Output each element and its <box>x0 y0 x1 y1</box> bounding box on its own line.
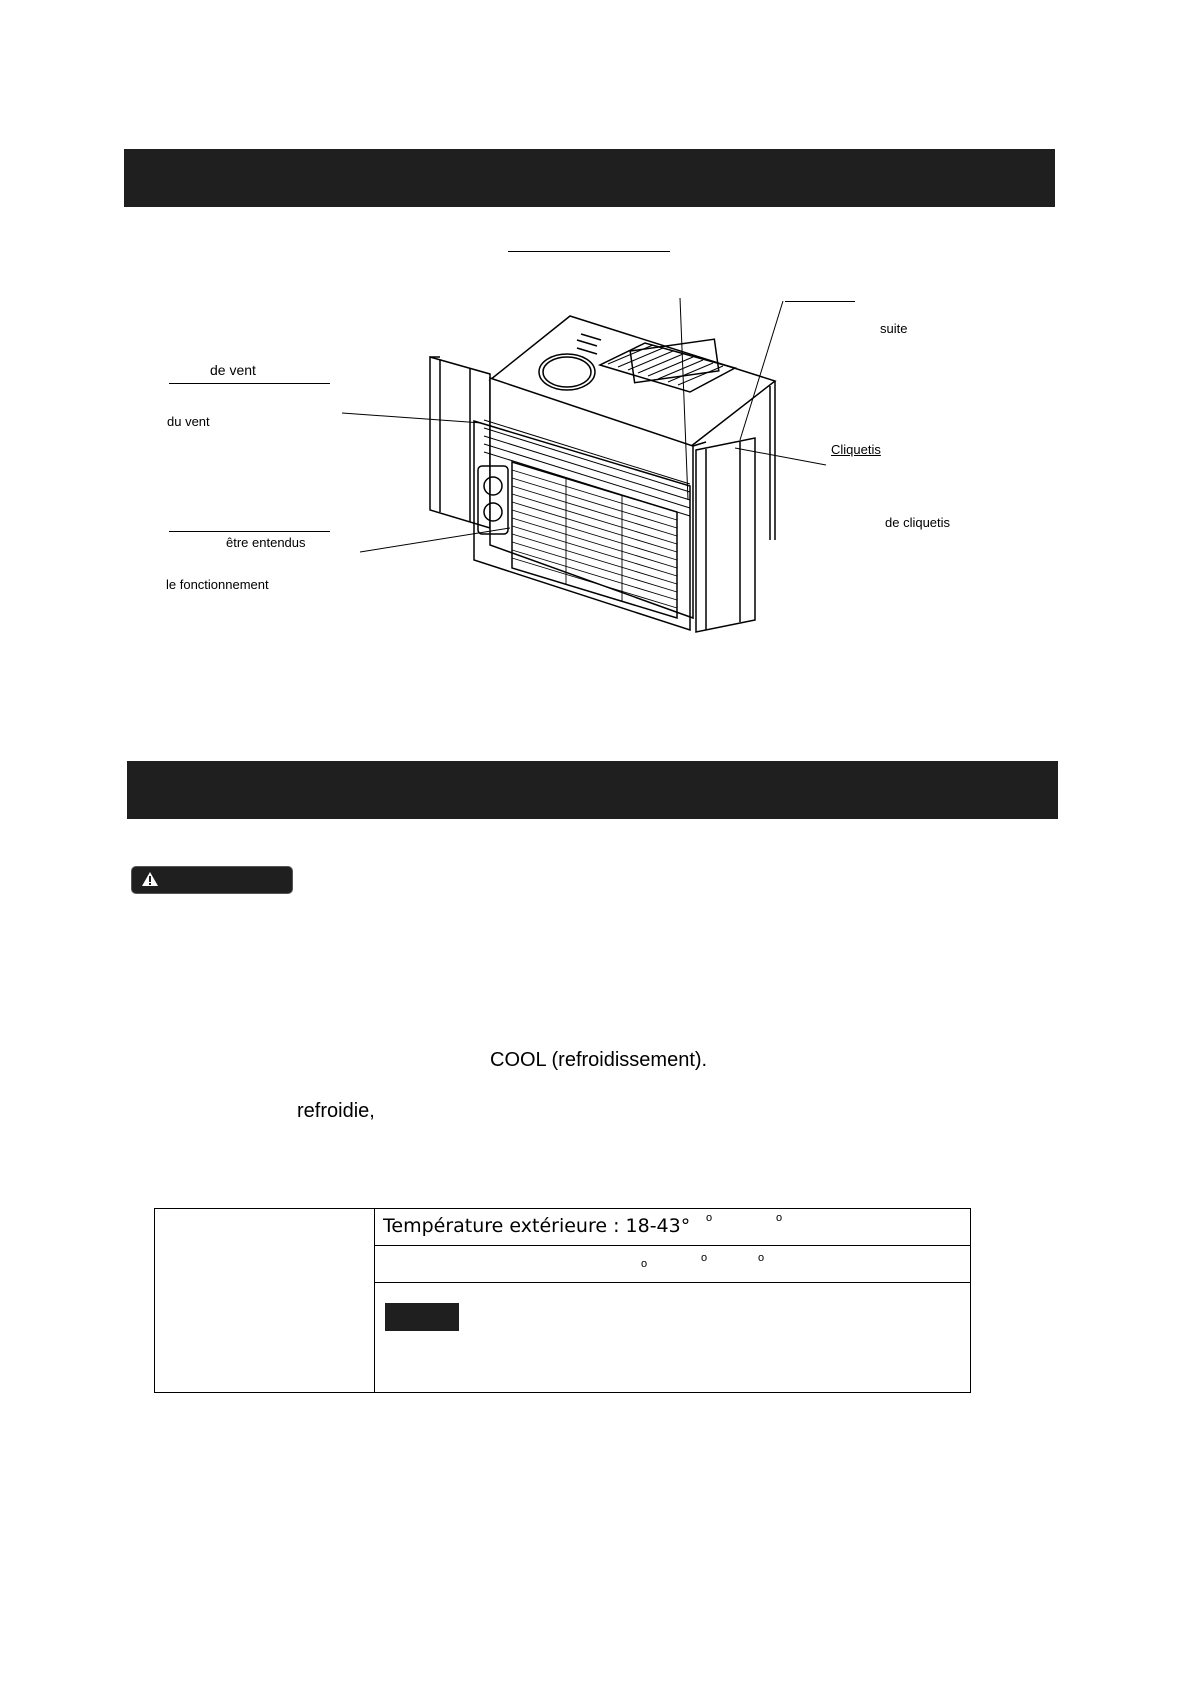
air-conditioner-diagram <box>0 0 1190 700</box>
warning-triangle-icon <box>141 871 159 887</box>
outdoor-temp-text: Température extérieure : 18-43° <box>383 1215 691 1237</box>
outdoor-temp-cell <box>375 1209 971 1246</box>
section-header-bar-2 <box>127 761 1058 819</box>
warning-badge <box>131 866 293 894</box>
note-badge <box>385 1303 459 1331</box>
degree-mark: o <box>776 1212 783 1224</box>
left-heard-label: être entendus <box>226 535 306 550</box>
left-operation-label: le fonctionnement <box>166 577 269 592</box>
right-top-rule <box>785 301 855 302</box>
operating-conditions-table <box>154 1208 971 1393</box>
degree-mark: o <box>758 1252 765 1264</box>
degree-mark: o <box>701 1252 708 1264</box>
left-heading-label: de vent <box>210 362 256 378</box>
right-click-label: Cliquetis <box>831 442 881 457</box>
right-suite-label: suite <box>880 321 908 336</box>
left-heard-rule <box>169 531 330 532</box>
cooled-text: refroidie, <box>297 1100 375 1122</box>
degree-mark: o <box>706 1212 713 1224</box>
degree-mark: o <box>641 1258 648 1270</box>
table-label-cell <box>155 1209 375 1393</box>
cool-mode-text: COOL (refroidissement). <box>490 1049 708 1071</box>
right-click-sub-label: de cliquetis <box>885 515 951 530</box>
left-heading-rule <box>169 383 330 384</box>
note-cell <box>375 1283 971 1393</box>
left-wind-label: du vent <box>167 414 210 429</box>
indoor-temp-cell <box>375 1246 971 1283</box>
